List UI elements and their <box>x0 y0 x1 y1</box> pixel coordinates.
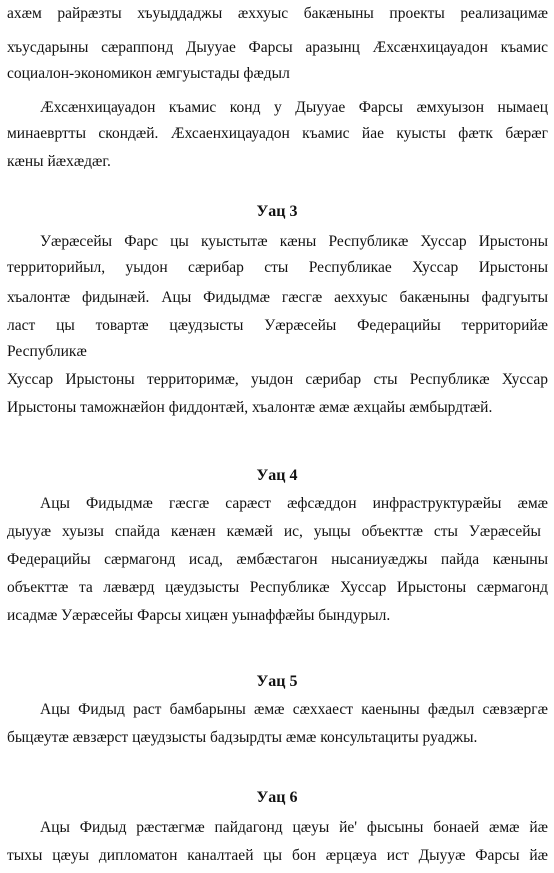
text-line: Хуссар Ирыстоны территоримæ, уыдон сæрибар сты Республикæ Хуссар <box>7 371 548 388</box>
text-line: Ацы Фидыд рæстæгмæ пайдагонд цæуы йе' фысыны бонаей æмæ йæ <box>40 819 548 836</box>
section-heading: Уац 5 <box>256 673 298 690</box>
text-line: тыхы цæуы дипломатон каналтаей цы бон æрцæуа ист Дыууæ Фарсы йæ <box>7 847 548 864</box>
text-line: Æхсæнхицауадон къамис конд у Дыууае Фарсы æмхуызон нымаец <box>40 99 548 116</box>
section-heading: Уац 3 <box>256 203 298 220</box>
section-heading: Уац 6 <box>256 789 298 806</box>
text-line: Ацы Фидыдмæ гæсгæ сарæст æфсæддон инфраструктурæйы æмæ <box>40 495 548 512</box>
text-line: хъусдарыны сæраппонд Дыууае Фарсы аразынц Æхсæнхицауадон къамис <box>7 39 548 56</box>
text-line: Ирыстоны таможнæйон фиддонтæй, хъалонтæ æмæ æхцайы æмбырдтæй. <box>7 399 493 416</box>
section-heading: Уац 4 <box>256 467 298 484</box>
text-line: Уæрæсейы Фарс цы куыстытæ кæны Республикæ Хуссар Ирыстоны <box>40 233 548 250</box>
text-line: хъалонтæ фидынæй. Ацы Фидыдмæ гæсгæ аеххуыс бакæныны фадгуыты <box>7 289 548 306</box>
text-line: быцæутæ æвзæрст цæудзысты бадзырдты æмæ консультациты руаджы. <box>7 729 478 746</box>
text-line: социалон-экономикон æмгуыстады фæдыл <box>7 65 290 82</box>
text-line: дыууæ хуызы спайда кæнæн кæмæй ис, уыцы объекттæ сты Уæрæсейы <box>7 523 541 540</box>
text-line: исадмæ Уæрæсейы Фарсы хицæн уынаффæйы бындурыл. <box>7 607 391 624</box>
text-line: ласт цы товартæ цæудзысты Уæрæсейы Федерацийы территорийæ <box>7 317 548 334</box>
text-line: объекттæ та лæвæрд цæудзысты Республикæ Хуссар Ирыстоны сæрмагонд <box>7 579 548 596</box>
text-line: территорийыл, уыдон сæрибар сты Республикае Хуссар Ирыстоны <box>7 259 548 276</box>
text-line: Ацы Фидыд раст бамбарыны æмæ сæххаест каеныны фæдыл сæвзæргæ <box>40 701 548 718</box>
text-line: минаевртты скондæй. Æхсаенхицауадон къамис йае куысты фæтк бæрæг <box>7 125 548 142</box>
text-line: ахæм райрæзты хъуыддаджы æххуыс бакæныны проекты реализацимæ <box>7 5 548 22</box>
text-line: Федерацийы сæрмагонд исад, æмбæстагон нысаниуæджы пайда кæныны <box>7 551 548 568</box>
text-line: кæны йæхæдæг. <box>7 153 111 170</box>
text-line: Республикæ <box>7 343 87 360</box>
